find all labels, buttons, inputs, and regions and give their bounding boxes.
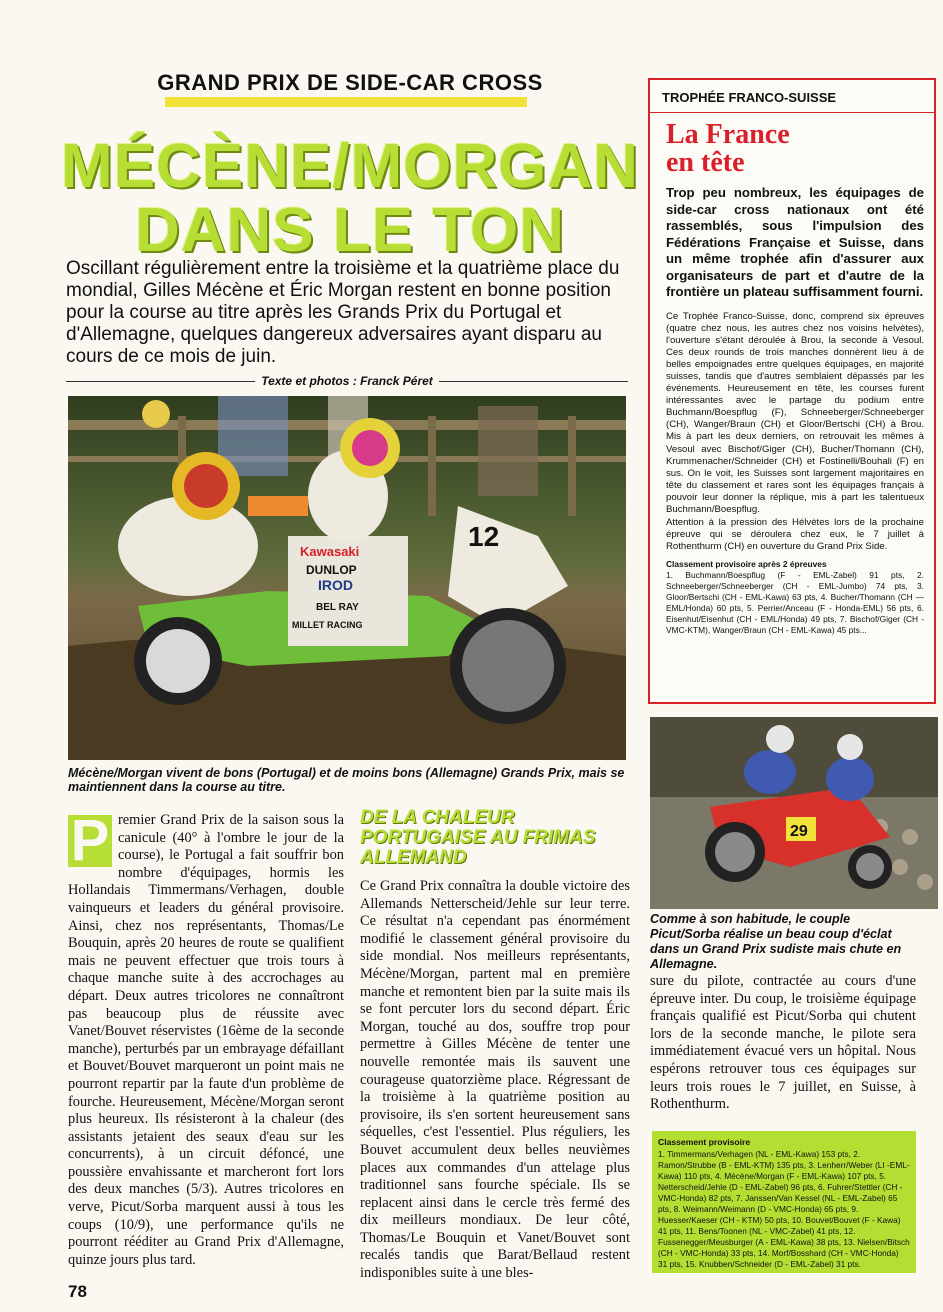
article-column-2: Ce Grand Prix connaîtra la double victoire des Allemands Netterscheid/Jehle sur leur terre. Ce résultat n'a cependant pas énormément modifié le classement général provisoire du side mondial. Nos meilleurs représentants, Mécène/Morgan, partent mal en première manche et remontent bien par la suite mais ils se font percuter lors du second départ. Éric Morgan, touché au dos, souffre trop pour permettre à Gilles Mécène de tenter une nouvelle remontée mais ils sauvent une courageuse quatorzième place. Régressant de la troisième à la quatrième position au provisoire, ils s'en sortent heureusement sans séquelles, c'est l'essentiel. Plus réguliers, les Bouvet accumulent deux belles neuvièmes places aux commandes d'un attelage plus traditionnel sans fourche spéciale. Ils se replacent ainsi dans le cercle très fermé des dix meilleurs mondiaux. De leur côté, Thomas/Le Bouquin et Vanet/Bouvet sont recalés tandis que Barat/Bellaud restent indisponibles suite à une bles- [360, 878, 630, 1282]
sidebar-title [666, 121, 924, 177]
race-number: 12 [468, 521, 500, 552]
dropcap [68, 808, 112, 873]
classification-box [652, 1131, 916, 1273]
article-column-1 [68, 808, 344, 1272]
sidebar-kicker: TROPHÉE FRANCO-SUISSE [650, 88, 934, 113]
headline-line-2: DANS LE TON [134, 196, 566, 265]
page-number: 78 [68, 1282, 87, 1301]
race-number-2: 29 [790, 823, 808, 840]
byline-rule-right [439, 381, 628, 382]
sidebar-box [648, 78, 936, 704]
main-photo [68, 396, 626, 760]
sponsor-millet: MILLET RACING [292, 620, 363, 630]
kicker-underline [165, 97, 527, 107]
sidebar-body-paragraph-1: Ce Trophée Franco-Suisse, donc, comprend six épreuves (quatre chez nous, les autres chez nos voisins helvètes), l'ouverture s'étant déroulée à Brou, la seconde à Vesoul. Ces deux rounds de trois manches donnèrent lieu à de belles empoignades entre quelques équipages, en majorité suisses, tandis que d'autres semblaient dépassés par les événements. Heureusement en tête, les courses furent intéressantes avec le partage du podium entre Buchmann/Boespflug (F), Schneeberger/Schneeberger (CH), Wanger/Braun (CH) et Gloor/Bertschi (CH) à Brou. Mis à part les deux derniers, on retrouvait les mêmes à Vesoul avec Bischof/Giger (CH), Bucher/Thomann (CH), Krummenacher/Schneider (CH) et Fostinelli/Bouhali (F) en sus. On le voit, les Suisses sont largement majoritaires en tête du classement et rares sont les équipages français à pouvoir leur donner la réplique, mis à part les talentueux Buchmann/Boespflug. [666, 310, 924, 515]
headline-line-1: MÉCÈNE/MORGAN [61, 132, 639, 201]
section-kicker: GRAND PRIX DE SIDE-CAR CROSS [157, 70, 543, 95]
byline-rule-left [66, 381, 255, 382]
classification-text: 1. Timmermans/Verhagen (NL - EML-Kawa) 153 pts, 2. Ramon/Strubbe (B - EML-KTM) 135 pts, 3. Lenherr/Weber (LI -EML-Kawa) 110 pts, 4. Mécène/Morgan (F - EML-Kawa) 107 pts, 5. Netterscheid/Jehle (D - EML-Zabel) 96 pts, 6. Fuhrer/Stettler (CH - VMC-Honda) 82 pts, 7. Janssen/Van Kessel (NL - EML-Zabel) 65 pts, 8. Weimann/Weimann (D - VMC-Honda) 65 pts, 9. Huesser/Kaeser (CH - KTM) 50 pts, 10. Bouvet/Bouvet (F - Kawa) 41 pts, 11. Bens/Toonen (NL - VMC-Zabel) 41 pts, 12. Fussenegger/Meusburger (A - EML-Kawa) 38 pts, 13. Nielsen/Bitsch (CH - VMC-Honda) 33 pts, 14. Morf/Bosshard (CH - VMC-Honda) 31 pts, 15. Knubben/Schneider (D - EML-Zabel) 31 pts. [658, 1149, 910, 1269]
sidebar-title-line-1: La France [666, 119, 790, 150]
sponsor-dunlop: DUNLOP [306, 563, 357, 577]
secondary-photo-caption: Comme à son habitude, le couple Picut/Sorba réalise un beau coup d'éclat dans un Grand Prix sudiste mais chute en Allemagne. [650, 912, 902, 971]
jump-photo-illustration [650, 717, 938, 909]
article-subhead: DE LA CHALEUR PORTUGAISE AU FRIMAS ALLEMAND [360, 807, 596, 868]
sponsor-belray: BEL RAY [316, 602, 359, 613]
dropcap-letter: P [70, 808, 110, 873]
sidebar-intro: Trop peu nombreux, les équipages de side-car cross nationaux ont été rassemblés, sous l'impulsion des Fédérations Française et Suisse, dans un même trophée afin d'assurer aux organisateurs de part et d'autre de la frontière un plateau suffisamment fourni. [666, 185, 924, 299]
sidecar-photo-illustration [68, 396, 626, 760]
lead-paragraph: Oscillant régulièrement entre la troisième et la quatrième place du mondial, Gilles Mécène et Éric Morgan restent en bonne position pour la course au titre après les Grands Prix du Portugal et d'Allemagne, quelques dangereux adversaires ayant disparu au cours de ce mois de juin. [66, 258, 620, 367]
byline-text: Texte et photos : Franck Péret [261, 374, 433, 388]
main-photo-caption: Mécène/Morgan vivent de bons (Portugal) et de moins bons (Allemagne) Grands Prix, mais se maintiennent dans la course au titre. [68, 766, 625, 794]
article-column-3: sure du pilote, contractée au cours d'une épreuve inter. Du coup, le troisième équipage français qualifié est Picut/Sorba qui chutent lors de la seconde manche, le pilote sera immédiatement évacué vers un hôpital. Nous espérons retrouver tous ces équipages sur leurs trois roues le 7 juillet, en Suisse, à Rothenthurm. [650, 973, 916, 1113]
sponsor-kawasaki: Kawasaki [300, 544, 360, 559]
headline [60, 132, 640, 265]
classification-title: Classement provisoire [658, 1137, 751, 1147]
sidebar-body [666, 311, 924, 554]
sidebar-title-line-2: en tête [666, 147, 745, 178]
sidebar-body-paragraph-2: Attention à la pression des Hélvètes lors de la prochaine épreuve qui se déroulera chez eux, le 7 juillet à Rothenthurm (CH) en ouverture du Grand Prix Side. [666, 517, 924, 553]
secondary-photo [650, 717, 938, 909]
byline [66, 373, 628, 389]
sidebar-classification-title: Classement provisoire après 2 épreuves [666, 559, 827, 570]
article-text-column-1: remier Grand Prix de la saison sous la canicule (40° à l'ombre le jour de la course), le Portugal a fait souffrir bon nombre d'équipages, hormis les Hollandais Timmermans/Verhagen, double vainqueurs et leaders du général provisoire. Ainsi, chez nos représentants, Thomas/Le Bouquin, après 20 heures de route se qualifient mais ne peuvent effectuer que trois tours à chaque manche suite à des accrochages au départ. Deux autres tricolores ne connaîtront pas beaucoup plus de réussite avec Vanet/Bouvet réservistes (16ème de la seconde manche), perturbés par un embrayage défaillant et Bouvet/Bouvet marqueront un point mais ne pourront repartir par la faute d'un problème de fourche. Heureusement, Mécène/Morgan seront plus heureux. Ils résisteront à la chaleur (des assistants jetaient des seaux d'eau sur les concurrents), à un circuit défoncé, une poussière envahissante et marcheront fort lors des deux manches (5/3). Autres tricolores en verve, Picut/Sorba marquent aussi à tous les coups (10/9), une performance qu'ils ne pourront rééditer au Grand Prix d'Allemagne, quinze jours plus tard. [68, 812, 344, 1268]
sidebar-classification-text: 1. Buchmann/Boespflug (F - EML-Zabel) 91 pts, 2. Schneeberger/Schneeberger (CH - EML-Jumbo) 74 pts, 3. Gloor/Bertschi (CH - EML-Kawa) 63 pts, 4. Bucher/Thomann (CH — EML/Honda) 60 pts, 5. Perrier/Anceau (F - Honda-EML) 56 pts, 6. Eisenhut/Eisenhut (CH - EML/Honda) 49 pts, 7. Bischof/Giger (CH - VMC-KTM), Wanger/Braun (CH - EML-Kawa) 45 pts... [666, 570, 924, 636]
sponsor-irod: IROD [318, 577, 353, 593]
